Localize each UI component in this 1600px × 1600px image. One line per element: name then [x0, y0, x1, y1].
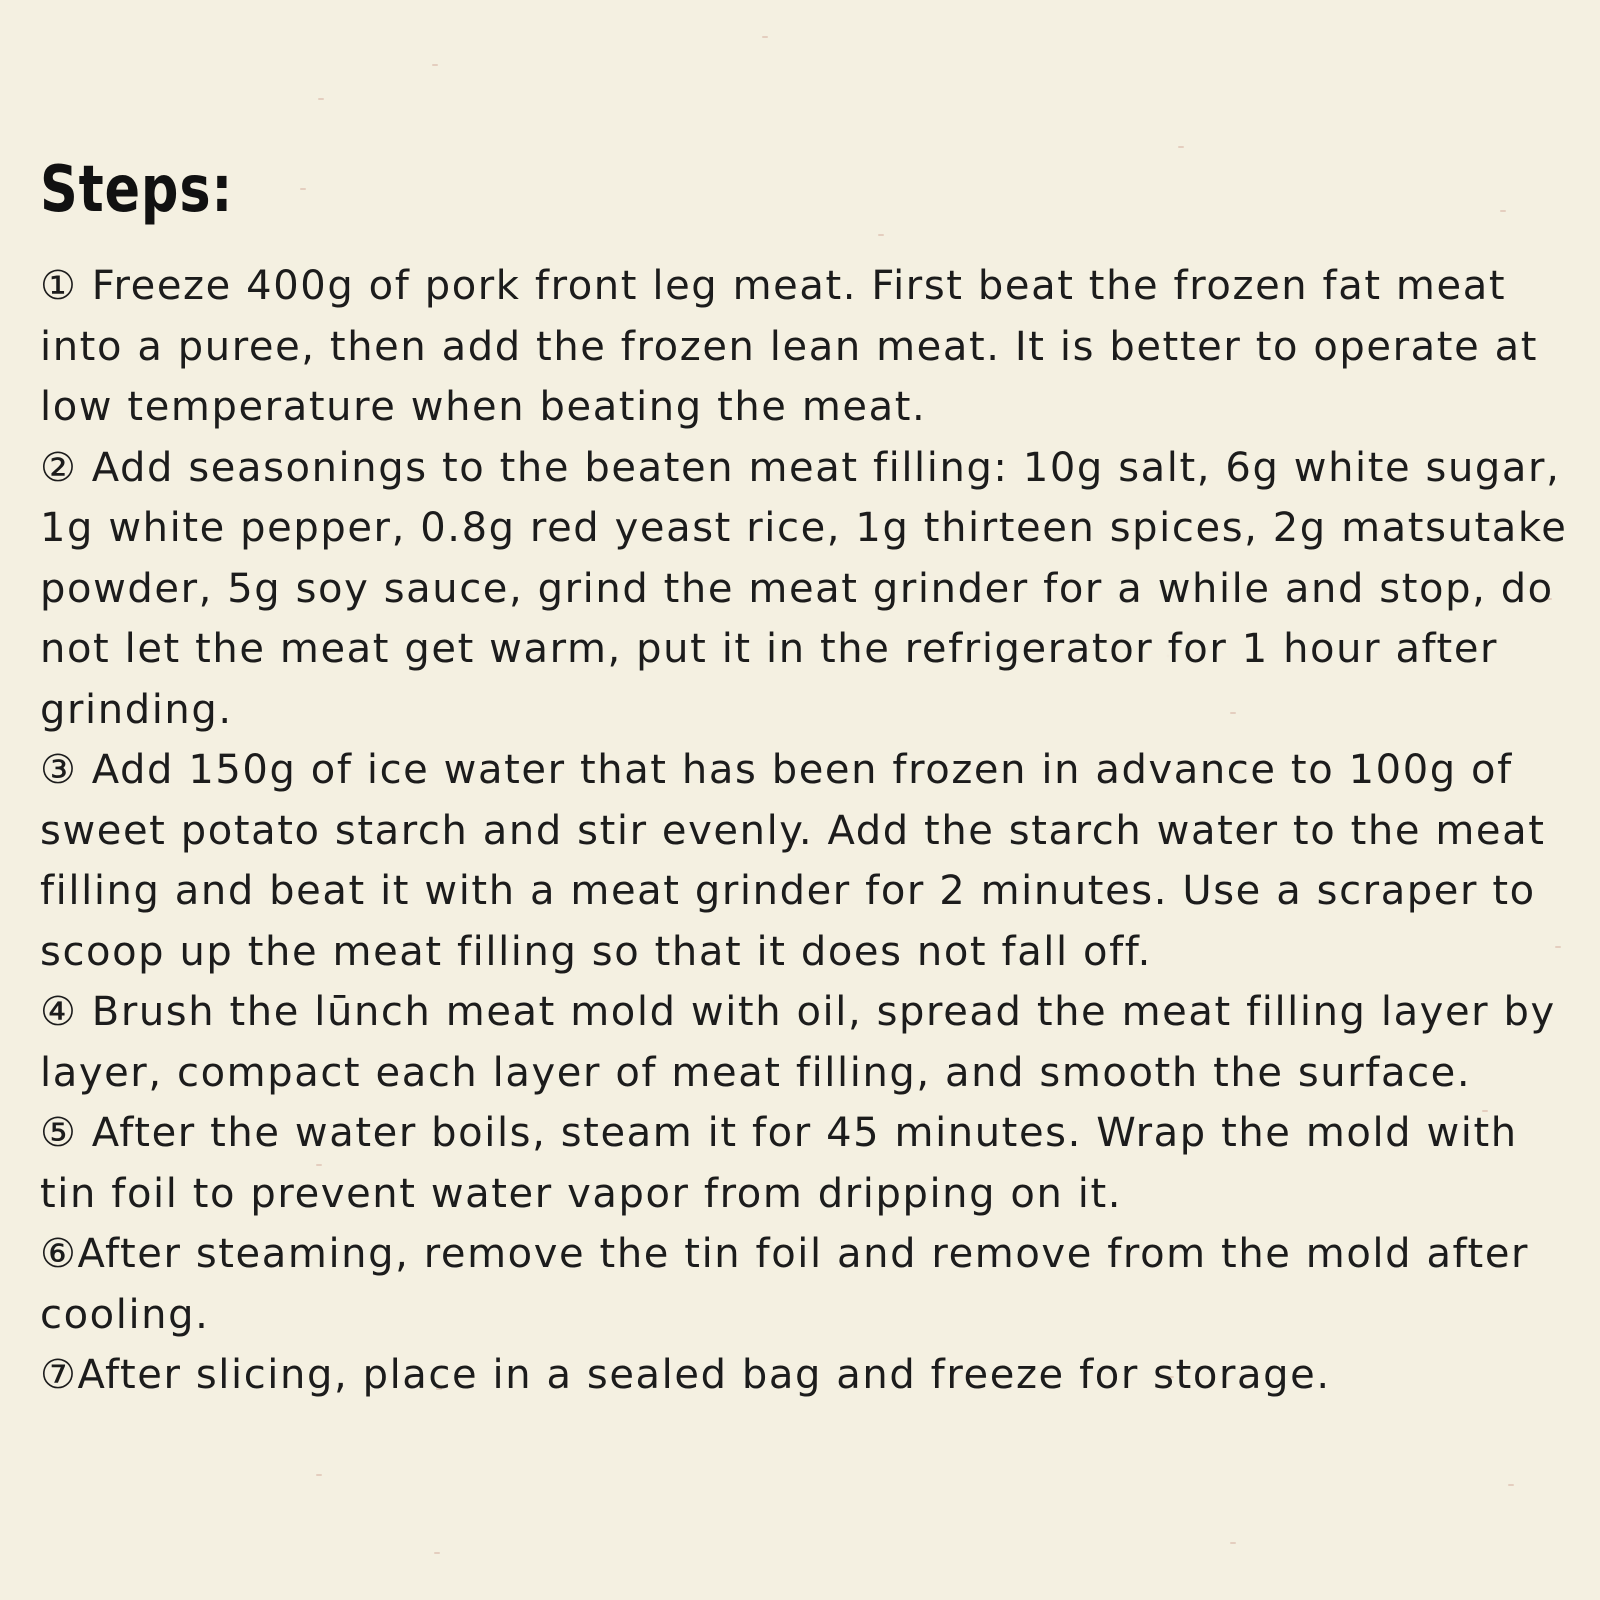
- paper-speck: [1230, 1542, 1236, 1544]
- steps-list: [40, 256, 1570, 1406]
- step-2: ② Add seasonings to the beaten meat filling: 10g salt, 6g white sugar, 1g white pepper, 0.8g red yeast rice, 1g thirteen spices, 2g matsutake powder, 5g soy sauce, grind the meat grinder for a while and stop, do not let the meat get warm, put it in the refrigerator for 1 hour after grinding.: [40, 444, 1568, 733]
- paper-speck: [762, 36, 768, 38]
- paper-speck: [1500, 210, 1506, 212]
- paper-speck: [434, 1552, 440, 1554]
- step-1: ① Freeze 400g of pork front leg meat. First beat the frozen fat meat into a puree, then add the frozen lean meat. It is better to operate at low temperature when beating the meat.: [40, 263, 1538, 430]
- paper-speck: [316, 1474, 322, 1476]
- paper-speck: [318, 98, 324, 100]
- step-5: ⑤ After the water boils, steam it for 45 minutes. Wrap the mold with tin foil to prevent water vapor from dripping on it.: [40, 1110, 1518, 1217]
- paper-speck: [1178, 146, 1184, 148]
- step-4: ④ Brush the lūnch meat mold with oil, spread the meat filling layer by layer, compact each layer of meat filling, and smooth the surface.: [40, 989, 1556, 1096]
- steps-heading: Steps:: [40, 153, 234, 227]
- step-6: ⑥After steaming, remove the tin foil and remove from the mold after cooling.: [40, 1231, 1530, 1338]
- paper-speck: [878, 234, 884, 236]
- paper-speck: [300, 188, 306, 190]
- step-3: ③ Add 150g of ice water that has been frozen in advance to 100g of sweet potato starch and stir evenly. Add the starch water to the meat filling and beat it with a meat grinder for 2 minutes. Use a scraper to scoop up the meat filling so that it does not fall off.: [40, 747, 1546, 975]
- paper-speck: [1508, 1484, 1514, 1486]
- step-7: ⑦After slicing, place in a sealed bag and freeze for storage.: [40, 1352, 1331, 1398]
- paper-speck: [432, 64, 438, 66]
